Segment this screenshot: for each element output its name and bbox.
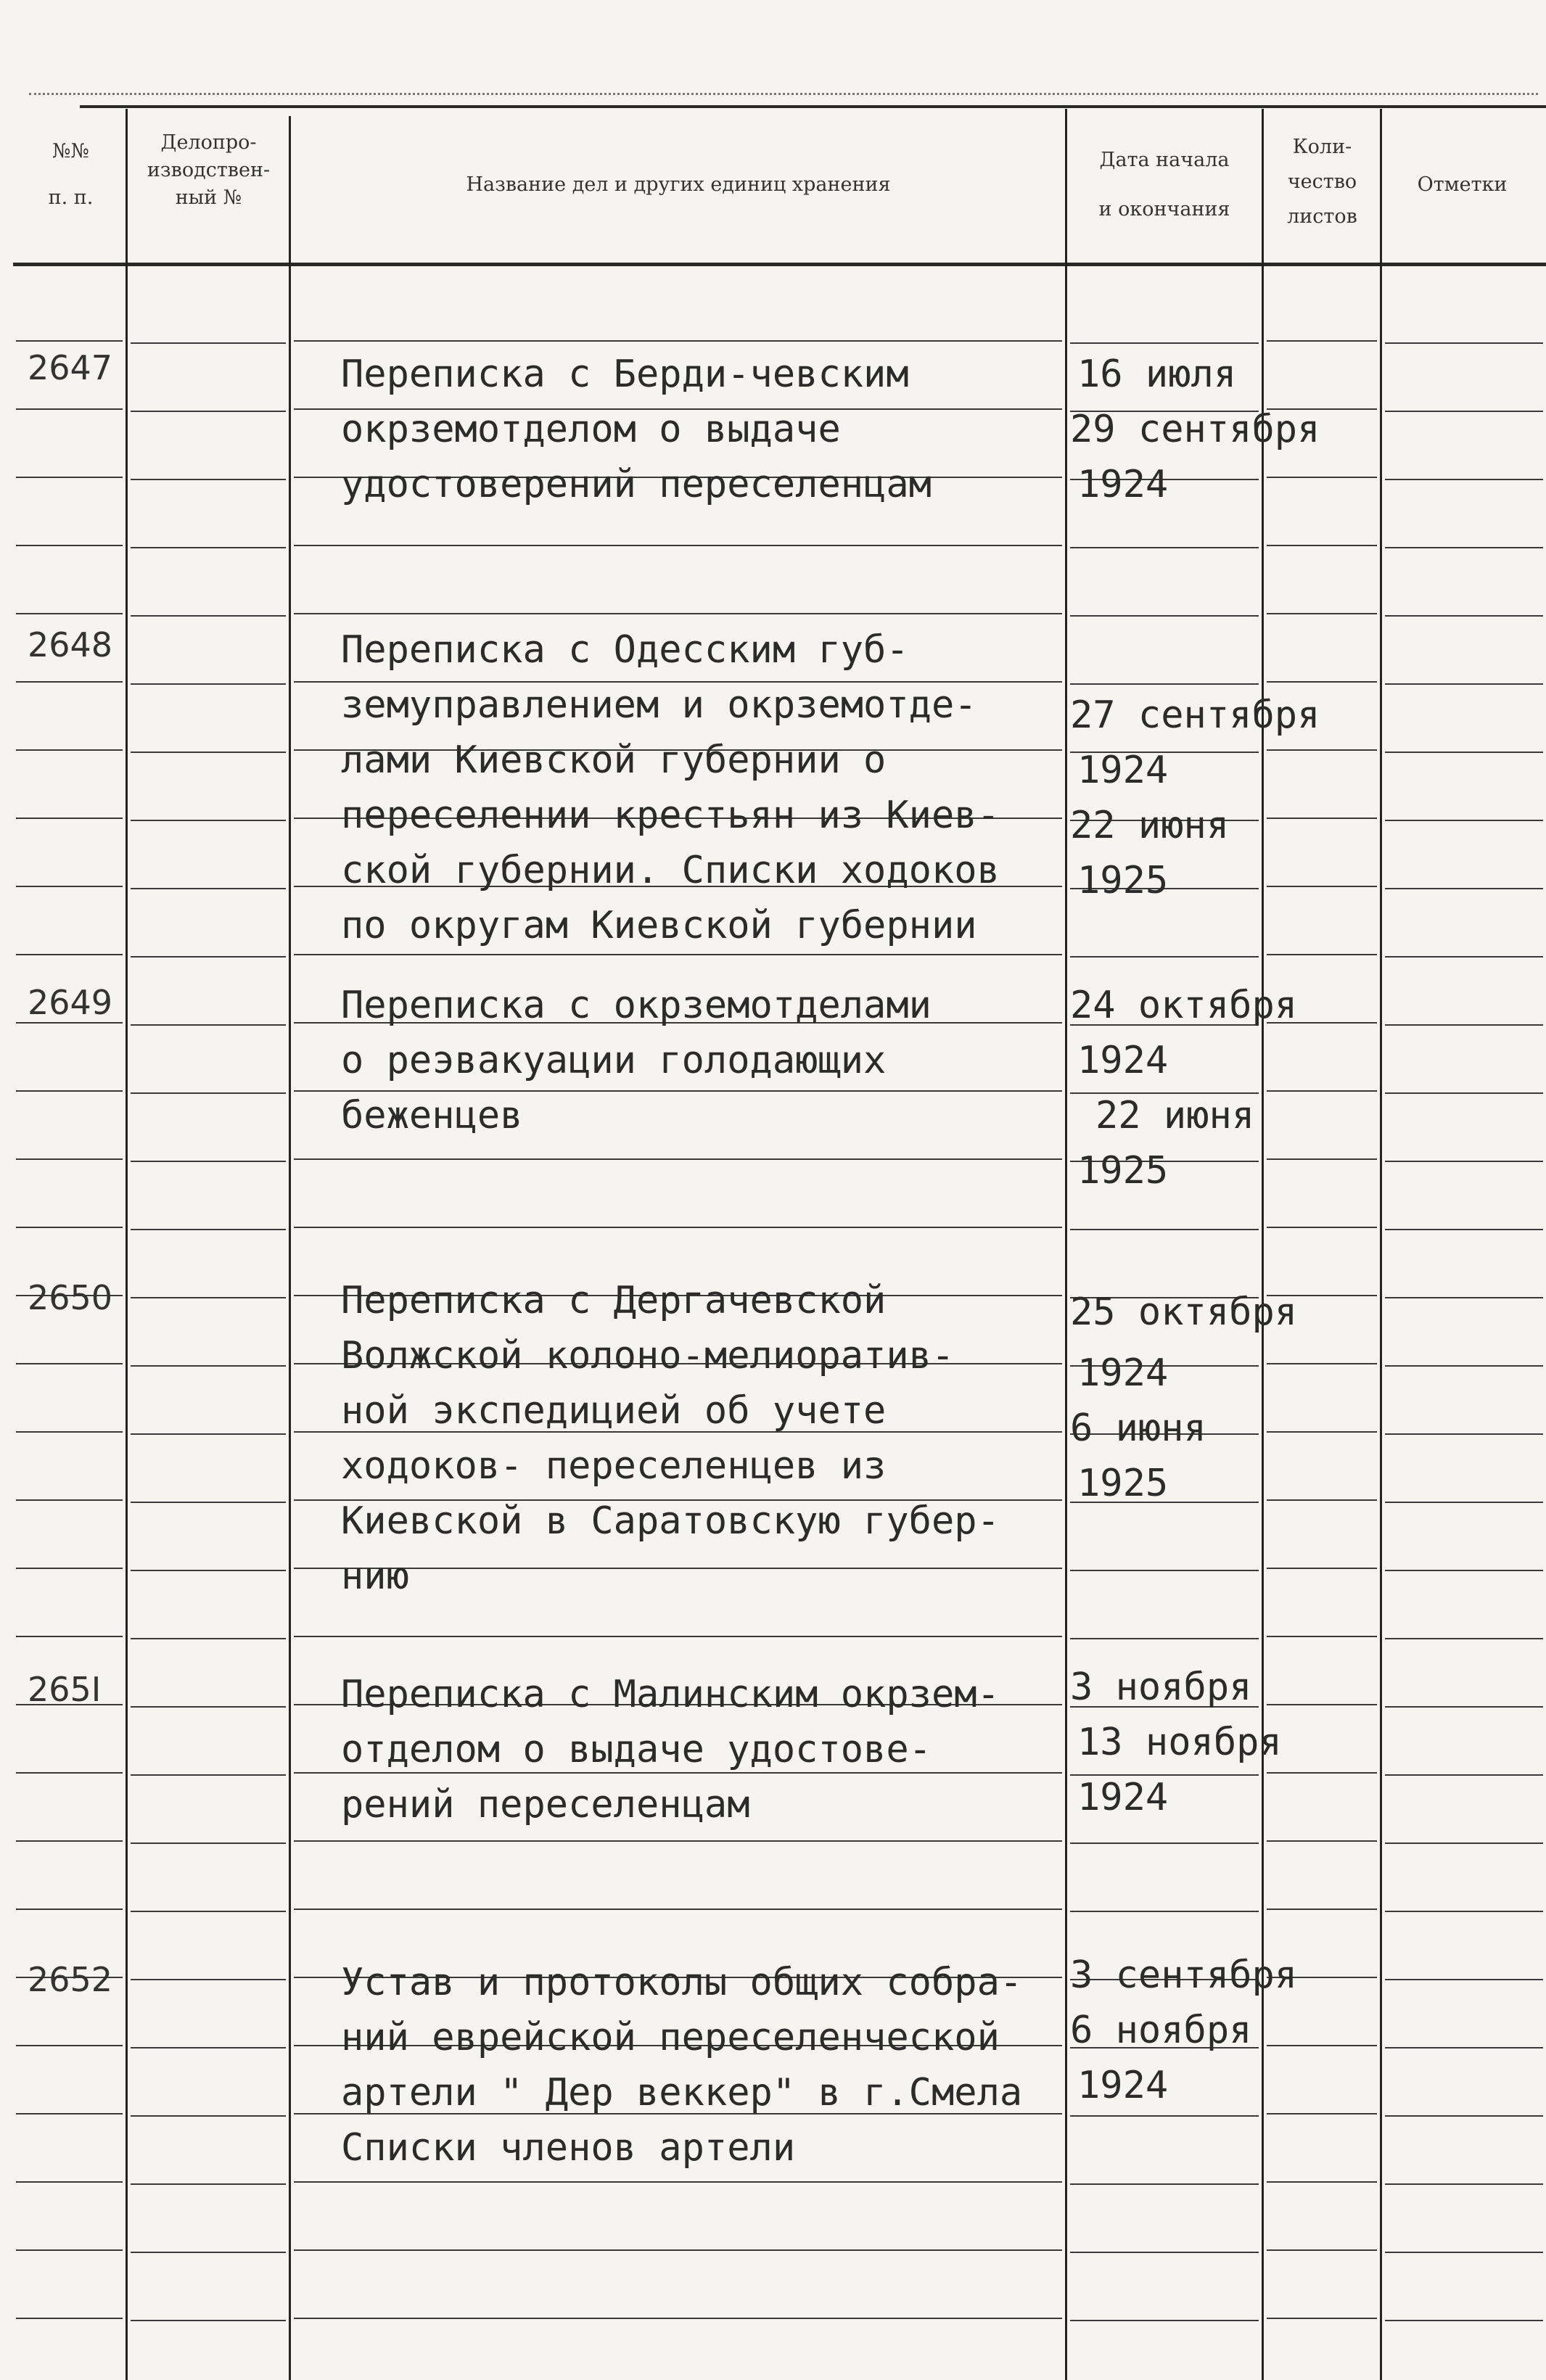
entry-date-line: 29 сентября (1070, 408, 1320, 451)
entry-title-line: нию (341, 1555, 409, 1598)
entry-date-line: 3 сентября (1070, 1953, 1298, 1997)
entry-date-line: 13 ноября (1077, 1721, 1282, 1764)
entry-date-line: 25 октября (1070, 1290, 1298, 1334)
entry-title-line: окрземотделом о выдаче (341, 408, 841, 451)
entry-title-line: удостоверений переселенцам (341, 463, 932, 506)
entry-date-line: 1925 (1077, 859, 1169, 902)
entry-title-line: Волжской колоно-мелиоратив- (341, 1334, 955, 1378)
header-title-label: Название дел и других единиц хранения (466, 173, 891, 196)
entry-title-line: Устав и протоколы общих собра- (341, 1961, 1023, 2004)
entry-title-line: Переписка с Дергачевской (341, 1279, 887, 1322)
entry-number: 2648 (28, 625, 113, 664)
entry-title-line: беженцев (341, 1094, 523, 1137)
header-dates-label-2: и окончания (1098, 198, 1230, 221)
entry-date-line: 27 сентября (1070, 693, 1320, 737)
header-sheet-count-label-2: чество (1287, 170, 1357, 193)
entry-title-line: Переписка с Берди-чевским (341, 353, 909, 396)
entry-date-line: 1924 (1077, 463, 1169, 506)
entry-number: 2647 (28, 348, 113, 387)
entry-date-line: 1924 (1077, 1776, 1169, 1819)
header-sheet-count-label-1: Коли- (1292, 136, 1352, 158)
entry-number: 265I (28, 1670, 102, 1709)
header-number-label-2: п. п. (48, 186, 94, 209)
entry-date-line: 1925 (1077, 1462, 1169, 1505)
entry-date-line: 1925 (1077, 1149, 1169, 1193)
entry-date-line: 1924 (1077, 2064, 1169, 2107)
entry-title-line: ской губернии. Списки ходоков (341, 849, 1000, 892)
entry-title-line: лами Киевской губернии о (341, 738, 887, 782)
header-notes-label: Отметки (1417, 173, 1508, 196)
entry-title-line: ний еврейской переселенческой (341, 2016, 1000, 2059)
entry-number: 2649 (28, 983, 113, 1022)
entry-title-line: Переписка с Малинским окрзем- (341, 1673, 1000, 1716)
entry-number: 2652 (28, 1960, 113, 1999)
entry-date-line: 3 ноября (1070, 1665, 1252, 1709)
entry-title-line: переселении крестьян из Киев- (341, 794, 1000, 837)
entry-date-line: 22 июня (1095, 1094, 1255, 1137)
entry-date-line: 6 ноября (1070, 2009, 1252, 2052)
entry-date-line: 1924 (1077, 749, 1169, 792)
entry-title-line: земуправлением и окрземотде- (341, 683, 977, 727)
entry-title-line: артели " Дер веккер" в г.Смела (341, 2071, 1023, 2115)
entry-date-line: 1924 (1077, 1039, 1169, 1082)
entry-date-line: 16 июля (1077, 353, 1237, 396)
header-sheet-count-label-3: листов (1287, 205, 1357, 228)
entry-date-line: 22 июня (1070, 804, 1230, 847)
header-dates-label-1: Дата начала (1099, 149, 1230, 171)
entry-title-line: Переписка с окрземотделами (341, 984, 932, 1027)
header-office-number-label-1: Делопро- (160, 131, 257, 154)
header-number-label-1: №№ (52, 140, 90, 162)
header-office-number-label-3: ный № (175, 186, 242, 209)
entry-title-line: ной экспедицией об учете (341, 1389, 887, 1433)
entry-number: 2650 (28, 1278, 113, 1317)
entry-title-line: рений переселенцам (341, 1783, 750, 1827)
header-office-number-label-2: изводствен- (147, 159, 271, 181)
entry-date-line: 6 июня (1070, 1407, 1206, 1450)
entry-title-line: Списки членов артели (341, 2126, 796, 2170)
entry-title-line: ходоков- переселенцев из (341, 1444, 887, 1488)
entry-title-line: о реэвакуации голодающих (341, 1039, 887, 1082)
entry-date-line: 24 октября (1070, 984, 1298, 1027)
entry-title-line: отделом о выдаче удостове- (341, 1728, 932, 1771)
entry-title-line: Переписка с Одесским губ- (341, 628, 909, 672)
entry-title-line: Киевской в Саратовскую губер- (341, 1499, 1000, 1543)
entry-title-line: по округам Киевской губернии (341, 904, 977, 947)
entry-date-line: 1924 (1077, 1351, 1169, 1395)
